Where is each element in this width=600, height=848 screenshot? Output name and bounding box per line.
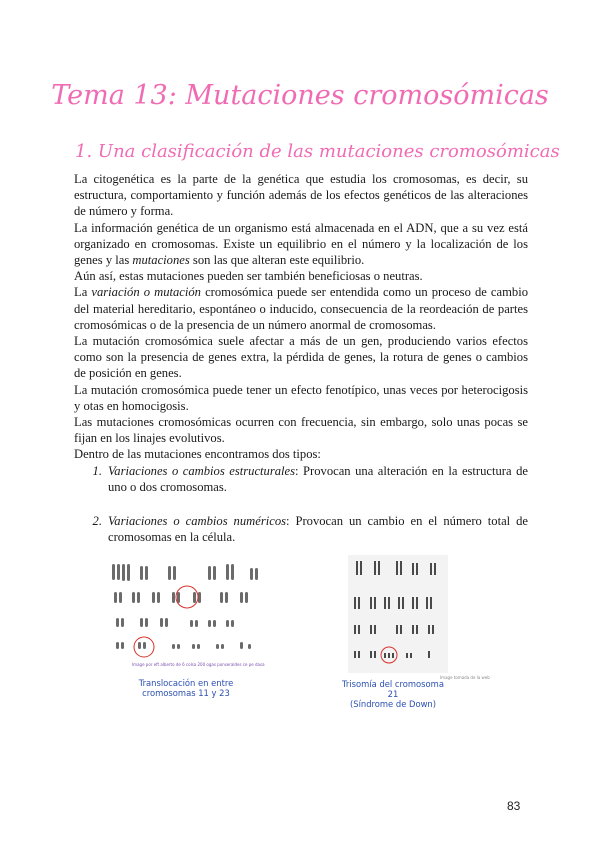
list-item bbox=[74, 463, 528, 495]
image-credit: Image tomada de la web bbox=[440, 675, 490, 680]
figure-caption bbox=[128, 678, 244, 698]
list-item-text bbox=[108, 463, 528, 495]
paragraph bbox=[74, 284, 528, 333]
list-item-text bbox=[108, 513, 528, 545]
paragraph: Dentro de las mutaciones encontramos dos tipos: bbox=[74, 447, 321, 462]
paragraph: La mutación cromosómica puede tener un efecto fenotípico, unas veces por heterocigosis y otas en homocigosis. bbox=[74, 382, 528, 413]
emphasis-text: variación o mutación bbox=[91, 285, 201, 300]
list-item bbox=[74, 513, 528, 545]
caption-line: Translocación en entre bbox=[138, 678, 234, 688]
body-text bbox=[74, 171, 528, 545]
paragraph-text: son las que alteran este equilibrio. bbox=[189, 253, 365, 268]
paragraph: La citogenética es la parte de la genética que estudia los cromosomas, es decir, su estructura, comportamiento y función además de los efectos genéticos de las alteraciones de número y forma. bbox=[74, 172, 528, 219]
list-number: 2. bbox=[92, 514, 102, 529]
section-heading: 1. Una clasificación de las mutaciones cromosómicas bbox=[75, 141, 560, 162]
caption-line: (Síndrome de Down) bbox=[349, 699, 437, 709]
list-number: 1. bbox=[92, 463, 102, 478]
paragraph bbox=[74, 220, 528, 269]
emphasis-text: mutaciones bbox=[132, 253, 190, 268]
caption-line: cromosomas 11 y 23 bbox=[142, 688, 230, 698]
page-title: Tema 13: Mutaciones cromosómicas bbox=[51, 80, 549, 111]
list-description: : Provocan una alteración en la estructura de uno o dos cromosomas. bbox=[108, 463, 528, 494]
paragraph: Aún así, estas mutaciones pueden ser también beneficiosas o neutras. bbox=[74, 269, 423, 284]
mutation-types-list bbox=[74, 463, 528, 546]
paragraph-text: La bbox=[74, 285, 92, 300]
figure-caption bbox=[338, 679, 448, 709]
karyotype-trisomy-image bbox=[348, 555, 448, 673]
list-description: : Provocan un cambio en el número total de cromosomas en la célula. bbox=[108, 514, 528, 545]
list-term: Variaciones o cambios estructurales bbox=[108, 463, 296, 478]
caption-line: Trisomía del cromosoma 21 bbox=[342, 679, 444, 699]
karyotype-translocation-image bbox=[108, 560, 266, 668]
page-number: 83 bbox=[507, 799, 521, 813]
paragraph-text: cromosómica puede ser entendida como un proceso de cambio del material hereditario, espontáneo o inducido, consecuencia de la reordeación de partes cromosómicas o de la presencia de un número anormal de cromosomas. bbox=[74, 285, 528, 332]
list-term: Variaciones o cambios numéricos bbox=[108, 514, 287, 529]
paragraph: La mutación cromosómica suele afectar a más de un gen, produciendo varios efectos como son la presencia de genes extra, la pérdida de genes, la rotura de genes o cambios de posición en genes. bbox=[74, 334, 528, 381]
image-credit: Image por eft alberto de 6 colsa 200 ogas ponseraldes ce pe dasa bbox=[132, 662, 265, 667]
paragraph-text: La información genética de un organismo está almacenada en el ADN, que a su vez está organizado en cromosomas. Existe un equilibrio en el número y la localización de los genes y las bbox=[74, 220, 528, 268]
paragraph: Las mutaciones cromosómicas ocurren con frecuencia, sin embargo, solo unas pocas se fijan en los linajes evolutivos. bbox=[74, 415, 528, 446]
